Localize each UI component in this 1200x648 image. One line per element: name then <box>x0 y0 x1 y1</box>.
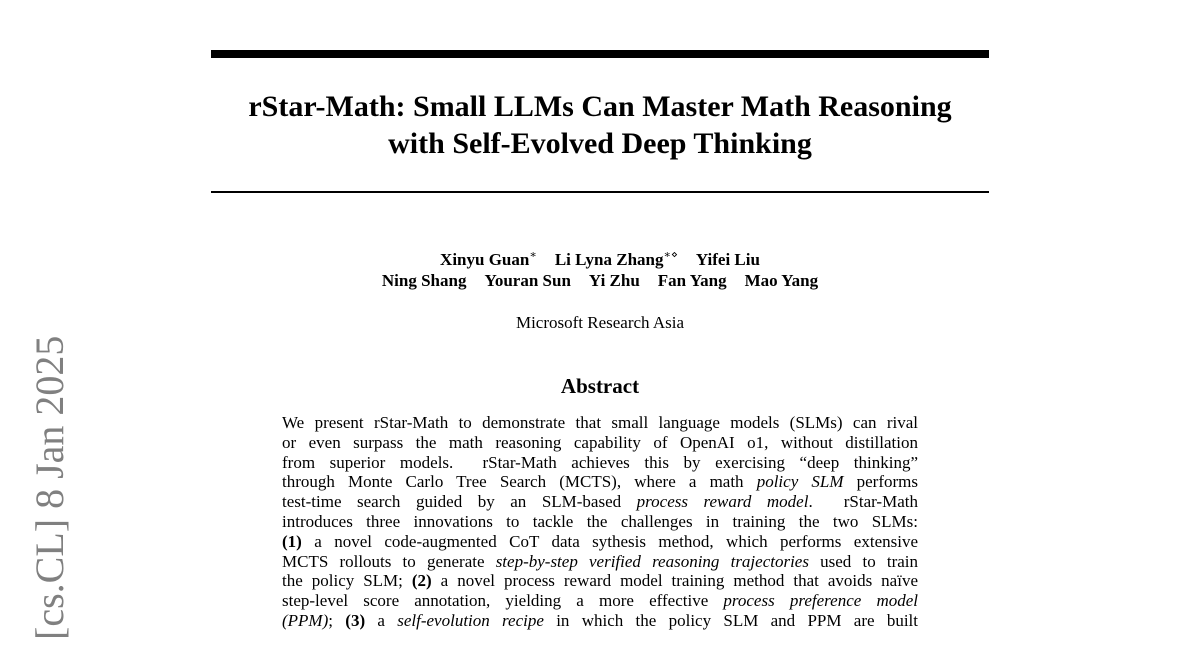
author-name-text: Fan Yang <box>657 271 727 290</box>
author-name-text: Li Lyna Zhang <box>554 250 664 269</box>
abstract-emphasis: process preference model <box>723 591 918 611</box>
abstract-text: a <box>365 610 398 630</box>
author-affiliation-mark: ∗⋄ <box>663 249 678 261</box>
author-name <box>696 250 760 269</box>
author-name <box>440 250 537 269</box>
author-affiliation-mark: ∗ <box>529 249 537 261</box>
abstract-text: through Monte Carlo Tree Search (MCTS), where a math <box>282 472 757 492</box>
abstract-text: step-level score annotation, yielding a more effective <box>282 591 724 611</box>
abstract-text: or even surpass the math reasoning capability of OpenAI o1, without distillation <box>282 432 918 452</box>
affiliation: Microsoft Research Asia <box>515 313 685 332</box>
abstract-line <box>282 413 918 433</box>
abstract-heading: Abstract <box>560 374 640 398</box>
abstract-emphasis: self-evolution recipe <box>397 610 544 630</box>
author-line <box>200 270 1000 291</box>
author-name <box>589 271 640 290</box>
abstract-text: a novel code-augmented CoT data sythesis method, which performs extensive <box>301 531 918 551</box>
abstract-emphasis: process reward model <box>636 492 809 512</box>
abstract-line <box>282 472 918 492</box>
abstract-text: . rStar-Math <box>808 492 918 512</box>
author-name-text: Mao Yang <box>744 271 819 290</box>
abstract-enumerator: (2) <box>411 571 432 591</box>
abstract-line <box>282 571 918 591</box>
abstract-body <box>282 413 918 631</box>
abstract-line <box>282 492 918 512</box>
author-name-text: Ning Shang <box>381 271 467 290</box>
abstract-text: test-time search guided by an SLM-based <box>282 492 637 512</box>
title-line: with Self-Evolved Deep Thinking <box>388 127 812 160</box>
author-name <box>745 271 819 290</box>
abstract-line <box>282 453 918 473</box>
abstract-emphasis: (PPM) <box>282 610 329 630</box>
abstract-text: the policy SLM; <box>282 571 412 591</box>
abstract-text: from superior models. rStar-Math achieves this by exercising “deep thinking” <box>282 452 918 472</box>
abstract-text: used to train <box>808 551 919 571</box>
title-bottom-rule <box>211 191 989 193</box>
abstract-line <box>282 552 918 572</box>
author-name <box>658 271 727 290</box>
author-name-text: Youran Sun <box>484 271 571 290</box>
abstract-line <box>282 532 918 552</box>
abstract-text: MCTS rollouts to generate <box>282 551 496 571</box>
abstract-text: ; <box>328 610 346 630</box>
abstract-line <box>282 512 918 532</box>
author-line <box>200 249 1000 270</box>
author-name <box>484 271 570 290</box>
author-name-text: Yi Zhu <box>588 271 640 290</box>
abstract-enumerator: (1) <box>282 531 302 551</box>
abstract-text: introduces three innovations to tackle the challenges in training the two SLMs: <box>282 511 918 531</box>
author-name <box>555 250 678 269</box>
abstract-text: We present rStar-Math to demonstrate that small language models (SLMs) can rival <box>282 413 918 432</box>
abstract-enumerator: (3) <box>345 610 366 630</box>
author-list <box>200 249 1000 291</box>
abstract-line <box>282 591 918 611</box>
author-name <box>382 271 467 290</box>
paper-title <box>150 88 1050 162</box>
abstract-line <box>282 433 918 453</box>
title-top-rule <box>211 50 989 58</box>
abstract-emphasis: policy SLM <box>756 472 844 492</box>
abstract-line <box>282 611 918 631</box>
author-name-text: Xinyu Guan <box>440 250 530 269</box>
author-name-text: Yifei Liu <box>695 250 760 269</box>
arxiv-stamp: [cs.CL] 8 Jan 2025 <box>27 335 72 640</box>
abstract-text: a novel process reward model training method that avoids naïve <box>431 571 918 591</box>
abstract-emphasis: step-by-step verified reasoning trajectories <box>495 551 809 571</box>
abstract-text: in which the policy SLM and PPM are built <box>543 610 918 630</box>
abstract-text: performs <box>843 472 919 492</box>
title-line: rStar-Math: Small LLMs Can Master Math Reasoning <box>248 90 952 123</box>
